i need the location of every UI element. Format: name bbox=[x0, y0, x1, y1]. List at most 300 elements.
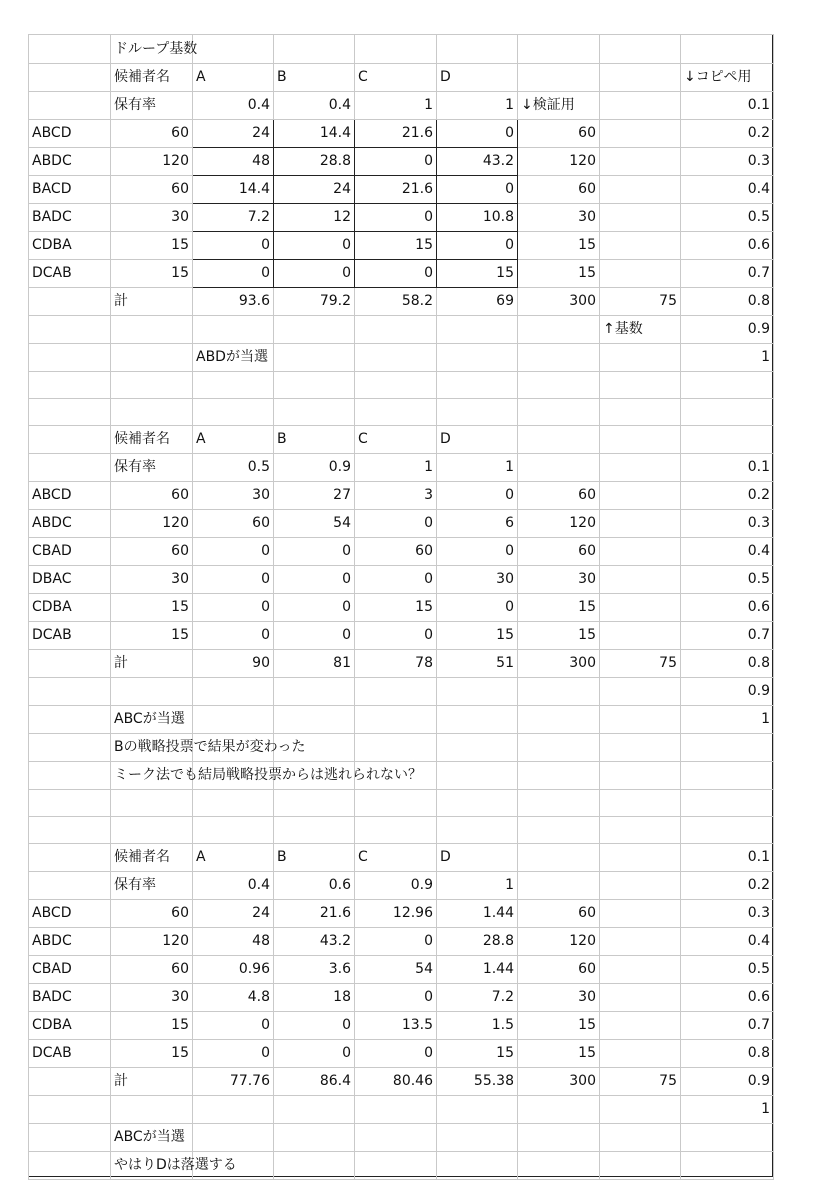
sheet-cell[interactable] bbox=[681, 790, 774, 817]
sheet-cell[interactable] bbox=[355, 1096, 437, 1124]
sheet-cell[interactable]: 0.4 bbox=[193, 92, 274, 120]
sheet-cell[interactable] bbox=[274, 817, 355, 844]
sheet-cell[interactable]: 1 bbox=[437, 92, 518, 120]
sheet-cell[interactable]: 15 bbox=[111, 260, 193, 288]
sheet-cell[interactable] bbox=[193, 35, 274, 64]
sheet-cell[interactable]: 0.2 bbox=[681, 482, 774, 510]
sheet-cell[interactable]: 1.44 bbox=[437, 900, 518, 928]
sheet-cell[interactable]: 候補者名 bbox=[111, 64, 193, 92]
sheet-cell[interactable] bbox=[600, 984, 681, 1012]
sheet-cell[interactable]: 0.7 bbox=[681, 1012, 774, 1040]
sheet-cell[interactable] bbox=[29, 844, 111, 872]
sheet-cell[interactable]: 0 bbox=[355, 928, 437, 956]
sheet-cell[interactable]: 0.3 bbox=[681, 510, 774, 538]
sheet-cell[interactable]: 54 bbox=[274, 510, 355, 538]
sheet-cell[interactable] bbox=[29, 316, 111, 344]
sheet-cell[interactable] bbox=[193, 706, 274, 734]
sheet-cell[interactable]: 0.6 bbox=[681, 984, 774, 1012]
sheet-cell[interactable]: 6 bbox=[437, 510, 518, 538]
sheet-cell[interactable] bbox=[600, 790, 681, 817]
sheet-cell[interactable] bbox=[355, 734, 437, 762]
sheet-cell[interactable]: 60 bbox=[518, 482, 600, 510]
sheet-cell[interactable]: 12 bbox=[274, 204, 355, 232]
sheet-cell[interactable] bbox=[355, 316, 437, 344]
sheet-cell[interactable]: 30 bbox=[437, 566, 518, 594]
sheet-cell[interactable]: 120 bbox=[111, 928, 193, 956]
sheet-cell[interactable] bbox=[29, 64, 111, 92]
sheet-cell[interactable] bbox=[600, 176, 681, 204]
sheet-cell[interactable] bbox=[518, 426, 600, 454]
sheet-cell[interactable]: 79.2 bbox=[274, 288, 355, 316]
sheet-cell[interactable] bbox=[681, 399, 774, 426]
sheet-cell[interactable]: BADC bbox=[29, 204, 111, 232]
sheet-cell[interactable]: DCAB bbox=[29, 622, 111, 650]
sheet-cell[interactable] bbox=[29, 454, 111, 482]
sheet-cell[interactable]: ABDC bbox=[29, 510, 111, 538]
sheet-cell[interactable] bbox=[274, 399, 355, 426]
sheet-cell[interactable]: 候補者名 bbox=[111, 426, 193, 454]
sheet-cell[interactable] bbox=[600, 928, 681, 956]
sheet-cell[interactable]: 3.6 bbox=[274, 956, 355, 984]
sheet-cell[interactable]: 60 bbox=[518, 176, 600, 204]
sheet-cell[interactable] bbox=[681, 426, 774, 454]
sheet-cell[interactable] bbox=[274, 1124, 355, 1152]
sheet-cell[interactable]: 69 bbox=[437, 288, 518, 316]
sheet-cell[interactable]: 120 bbox=[111, 510, 193, 538]
sheet-cell[interactable] bbox=[355, 344, 437, 372]
sheet-cell[interactable]: 0 bbox=[437, 176, 518, 204]
sheet-cell[interactable] bbox=[600, 482, 681, 510]
sheet-cell[interactable]: 保有率 bbox=[111, 872, 193, 900]
sheet-cell[interactable] bbox=[518, 316, 600, 344]
sheet-cell[interactable]: 93.6 bbox=[193, 288, 274, 316]
sheet-cell[interactable] bbox=[29, 426, 111, 454]
sheet-cell[interactable]: 60 bbox=[518, 900, 600, 928]
sheet-cell[interactable]: 0.5 bbox=[193, 454, 274, 482]
sheet-cell[interactable]: 保有率 bbox=[111, 92, 193, 120]
sheet-cell[interactable]: 15 bbox=[437, 260, 518, 288]
sheet-cell[interactable] bbox=[437, 706, 518, 734]
sheet-cell[interactable] bbox=[600, 956, 681, 984]
sheet-cell[interactable]: 60 bbox=[518, 538, 600, 566]
sheet-cell[interactable] bbox=[29, 790, 111, 817]
sheet-cell[interactable]: 0 bbox=[437, 594, 518, 622]
sheet-cell[interactable]: 48 bbox=[193, 148, 274, 176]
sheet-cell[interactable]: D bbox=[437, 844, 518, 872]
sheet-cell[interactable] bbox=[518, 399, 600, 426]
sheet-cell[interactable]: 30 bbox=[111, 984, 193, 1012]
sheet-cell[interactable] bbox=[29, 92, 111, 120]
sheet-cell[interactable] bbox=[355, 35, 437, 64]
sheet-cell[interactable] bbox=[518, 817, 600, 844]
sheet-cell[interactable] bbox=[355, 372, 437, 399]
sheet-cell[interactable]: 0 bbox=[355, 260, 437, 288]
sheet-cell[interactable]: 0 bbox=[355, 622, 437, 650]
sheet-cell[interactable]: 0 bbox=[437, 232, 518, 260]
sheet-cell[interactable] bbox=[600, 872, 681, 900]
sheet-cell[interactable]: 15 bbox=[518, 1040, 600, 1068]
sheet-cell[interactable]: 0.5 bbox=[681, 566, 774, 594]
sheet-cell[interactable] bbox=[29, 706, 111, 734]
sheet-cell[interactable] bbox=[437, 1124, 518, 1152]
sheet-cell[interactable] bbox=[111, 817, 193, 844]
sheet-cell[interactable]: 0 bbox=[355, 510, 437, 538]
sheet-cell[interactable] bbox=[274, 790, 355, 817]
sheet-cell[interactable] bbox=[518, 790, 600, 817]
sheet-cell[interactable] bbox=[600, 844, 681, 872]
sheet-cell[interactable] bbox=[600, 594, 681, 622]
sheet-cell[interactable] bbox=[681, 817, 774, 844]
sheet-cell[interactable]: 1 bbox=[437, 454, 518, 482]
sheet-cell[interactable]: 81 bbox=[274, 650, 355, 678]
sheet-cell[interactable]: 0.1 bbox=[681, 844, 774, 872]
sheet-cell[interactable] bbox=[600, 232, 681, 260]
sheet-cell[interactable] bbox=[518, 762, 600, 790]
sheet-cell[interactable]: ABCD bbox=[29, 482, 111, 510]
sheet-cell[interactable] bbox=[29, 1152, 111, 1180]
sheet-cell[interactable]: 28.8 bbox=[274, 148, 355, 176]
sheet-cell[interactable] bbox=[437, 817, 518, 844]
sheet-cell[interactable]: 15 bbox=[111, 594, 193, 622]
sheet-cell[interactable]: 4.8 bbox=[193, 984, 274, 1012]
sheet-cell[interactable]: 1.44 bbox=[437, 956, 518, 984]
sheet-cell[interactable] bbox=[681, 734, 774, 762]
sheet-cell[interactable]: 0 bbox=[274, 594, 355, 622]
sheet-cell[interactable]: やはりDは落選する bbox=[111, 1152, 193, 1180]
sheet-cell[interactable] bbox=[518, 678, 600, 706]
sheet-cell[interactable] bbox=[600, 762, 681, 790]
sheet-cell[interactable]: D bbox=[437, 64, 518, 92]
sheet-cell[interactable]: 0.3 bbox=[681, 900, 774, 928]
sheet-cell[interactable]: 0.9 bbox=[681, 316, 774, 344]
sheet-cell[interactable]: 75 bbox=[600, 650, 681, 678]
sheet-cell[interactable]: 0 bbox=[274, 566, 355, 594]
sheet-cell[interactable]: 0.2 bbox=[681, 872, 774, 900]
sheet-cell[interactable]: 0 bbox=[193, 260, 274, 288]
sheet-cell[interactable] bbox=[600, 64, 681, 92]
sheet-cell[interactable]: 0.4 bbox=[274, 92, 355, 120]
sheet-cell[interactable]: 27 bbox=[274, 482, 355, 510]
sheet-cell[interactable] bbox=[518, 1096, 600, 1124]
sheet-cell[interactable] bbox=[193, 790, 274, 817]
sheet-cell[interactable] bbox=[600, 678, 681, 706]
sheet-cell[interactable] bbox=[29, 762, 111, 790]
sheet-cell[interactable] bbox=[518, 35, 600, 64]
sheet-cell[interactable]: 15 bbox=[518, 594, 600, 622]
sheet-cell[interactable]: 15 bbox=[111, 232, 193, 260]
sheet-cell[interactable]: 14.4 bbox=[193, 176, 274, 204]
sheet-cell[interactable]: CDBA bbox=[29, 1012, 111, 1040]
sheet-cell[interactable]: 0 bbox=[355, 984, 437, 1012]
sheet-cell[interactable]: ABCD bbox=[29, 120, 111, 148]
sheet-cell[interactable] bbox=[111, 344, 193, 372]
sheet-cell[interactable]: 1 bbox=[681, 344, 774, 372]
sheet-cell[interactable]: 保有率 bbox=[111, 454, 193, 482]
sheet-cell[interactable]: 60 bbox=[111, 538, 193, 566]
sheet-cell[interactable]: 58.2 bbox=[355, 288, 437, 316]
sheet-cell[interactable] bbox=[29, 344, 111, 372]
sheet-cell[interactable] bbox=[600, 622, 681, 650]
sheet-cell[interactable]: 0 bbox=[437, 120, 518, 148]
sheet-cell[interactable] bbox=[518, 454, 600, 482]
sheet-cell[interactable] bbox=[29, 1124, 111, 1152]
sheet-cell[interactable] bbox=[111, 1096, 193, 1124]
sheet-cell[interactable]: 0.1 bbox=[681, 454, 774, 482]
sheet-cell[interactable]: ↓検証用 bbox=[518, 92, 600, 120]
sheet-cell[interactable]: 0 bbox=[193, 622, 274, 650]
sheet-cell[interactable] bbox=[193, 817, 274, 844]
sheet-cell[interactable]: 0.9 bbox=[274, 454, 355, 482]
sheet-cell[interactable] bbox=[437, 678, 518, 706]
sheet-cell[interactable]: 18 bbox=[274, 984, 355, 1012]
sheet-cell[interactable]: 48 bbox=[193, 928, 274, 956]
sheet-cell[interactable] bbox=[437, 399, 518, 426]
sheet-cell[interactable] bbox=[111, 399, 193, 426]
sheet-cell[interactable] bbox=[518, 872, 600, 900]
sheet-cell[interactable]: 0.9 bbox=[355, 872, 437, 900]
sheet-cell[interactable] bbox=[437, 762, 518, 790]
sheet-cell[interactable]: 0 bbox=[274, 260, 355, 288]
sheet-cell[interactable]: C bbox=[355, 844, 437, 872]
sheet-cell[interactable]: 15 bbox=[111, 1040, 193, 1068]
sheet-cell[interactable] bbox=[111, 316, 193, 344]
sheet-cell[interactable] bbox=[518, 844, 600, 872]
sheet-cell[interactable]: 0 bbox=[355, 566, 437, 594]
sheet-cell[interactable] bbox=[437, 1152, 518, 1180]
sheet-cell[interactable]: 15 bbox=[518, 260, 600, 288]
sheet-cell[interactable] bbox=[29, 399, 111, 426]
sheet-cell[interactable] bbox=[600, 900, 681, 928]
sheet-cell[interactable] bbox=[600, 1096, 681, 1124]
sheet-cell[interactable] bbox=[111, 372, 193, 399]
sheet-cell[interactable]: 1 bbox=[355, 454, 437, 482]
sheet-cell[interactable]: ミーク法でも結局戦略投票からは逃れられない？ bbox=[111, 762, 193, 790]
sheet-cell[interactable]: ABCが当選 bbox=[111, 1124, 193, 1152]
sheet-cell[interactable] bbox=[355, 399, 437, 426]
sheet-cell[interactable]: 計 bbox=[111, 650, 193, 678]
sheet-cell[interactable]: 10.8 bbox=[437, 204, 518, 232]
sheet-cell[interactable]: 0 bbox=[274, 232, 355, 260]
sheet-cell[interactable] bbox=[355, 817, 437, 844]
sheet-cell[interactable] bbox=[600, 120, 681, 148]
sheet-cell[interactable] bbox=[600, 92, 681, 120]
sheet-cell[interactable]: 15 bbox=[355, 232, 437, 260]
sheet-cell[interactable]: 30 bbox=[518, 204, 600, 232]
sheet-cell[interactable] bbox=[274, 35, 355, 64]
sheet-cell[interactable] bbox=[274, 372, 355, 399]
sheet-cell[interactable] bbox=[518, 372, 600, 399]
sheet-cell[interactable]: ABCD bbox=[29, 900, 111, 928]
sheet-cell[interactable] bbox=[437, 1096, 518, 1124]
sheet-cell[interactable]: 0.4 bbox=[681, 538, 774, 566]
sheet-cell[interactable]: 1 bbox=[681, 706, 774, 734]
sheet-cell[interactable]: 51 bbox=[437, 650, 518, 678]
sheet-cell[interactable]: 3 bbox=[355, 482, 437, 510]
sheet-cell[interactable]: 300 bbox=[518, 1068, 600, 1096]
sheet-cell[interactable]: 0 bbox=[193, 1012, 274, 1040]
sheet-cell[interactable] bbox=[274, 678, 355, 706]
sheet-cell[interactable] bbox=[274, 1096, 355, 1124]
sheet-cell[interactable]: BACD bbox=[29, 176, 111, 204]
sheet-cell[interactable] bbox=[29, 872, 111, 900]
sheet-cell[interactable]: 75 bbox=[600, 1068, 681, 1096]
sheet-cell[interactable]: Bの戦略投票で結果が変わった bbox=[111, 734, 193, 762]
sheet-cell[interactable]: 0 bbox=[193, 566, 274, 594]
sheet-cell[interactable] bbox=[29, 288, 111, 316]
sheet-cell[interactable]: 77.76 bbox=[193, 1068, 274, 1096]
sheet-cell[interactable]: 15 bbox=[355, 594, 437, 622]
sheet-cell[interactable] bbox=[681, 762, 774, 790]
sheet-cell[interactable]: 13.5 bbox=[355, 1012, 437, 1040]
sheet-cell[interactable]: 75 bbox=[600, 288, 681, 316]
sheet-cell[interactable] bbox=[274, 316, 355, 344]
sheet-cell[interactable]: 14.4 bbox=[274, 120, 355, 148]
sheet-cell[interactable] bbox=[600, 817, 681, 844]
sheet-cell[interactable]: B bbox=[274, 426, 355, 454]
sheet-cell[interactable] bbox=[29, 1068, 111, 1096]
sheet-cell[interactable] bbox=[193, 399, 274, 426]
sheet-cell[interactable] bbox=[274, 344, 355, 372]
sheet-cell[interactable]: 1 bbox=[681, 1096, 774, 1124]
sheet-cell[interactable]: 0.4 bbox=[681, 928, 774, 956]
sheet-cell[interactable] bbox=[29, 678, 111, 706]
sheet-cell[interactable]: 30 bbox=[193, 482, 274, 510]
sheet-cell[interactable]: 30 bbox=[111, 204, 193, 232]
sheet-cell[interactable]: 80.46 bbox=[355, 1068, 437, 1096]
sheet-cell[interactable]: 15 bbox=[437, 1040, 518, 1068]
sheet-cell[interactable]: 0.2 bbox=[681, 120, 774, 148]
sheet-cell[interactable]: 0.6 bbox=[274, 872, 355, 900]
sheet-cell[interactable] bbox=[29, 650, 111, 678]
sheet-cell[interactable]: 60 bbox=[111, 956, 193, 984]
sheet-cell[interactable]: 1.5 bbox=[437, 1012, 518, 1040]
sheet-cell[interactable]: 120 bbox=[518, 148, 600, 176]
sheet-cell[interactable]: C bbox=[355, 64, 437, 92]
sheet-cell[interactable] bbox=[437, 790, 518, 817]
sheet-cell[interactable] bbox=[681, 1124, 774, 1152]
sheet-cell[interactable]: 0 bbox=[193, 594, 274, 622]
sheet-cell[interactable]: 0.96 bbox=[193, 956, 274, 984]
sheet-cell[interactable]: 90 bbox=[193, 650, 274, 678]
sheet-cell[interactable]: 120 bbox=[111, 148, 193, 176]
sheet-cell[interactable] bbox=[518, 1152, 600, 1180]
sheet-cell[interactable]: 0 bbox=[355, 148, 437, 176]
sheet-cell[interactable] bbox=[29, 1096, 111, 1124]
sheet-cell[interactable]: 0.5 bbox=[681, 204, 774, 232]
sheet-cell[interactable]: DBAC bbox=[29, 566, 111, 594]
sheet-cell[interactable]: 0.7 bbox=[681, 622, 774, 650]
sheet-cell[interactable] bbox=[600, 706, 681, 734]
sheet-cell[interactable]: 60 bbox=[111, 482, 193, 510]
sheet-cell[interactable] bbox=[681, 1152, 774, 1180]
sheet-cell[interactable] bbox=[437, 372, 518, 399]
sheet-cell[interactable]: 0.7 bbox=[681, 260, 774, 288]
sheet-cell[interactable]: 15 bbox=[437, 622, 518, 650]
sheet-cell[interactable]: 28.8 bbox=[437, 928, 518, 956]
sheet-cell[interactable]: 0 bbox=[355, 204, 437, 232]
sheet-cell[interactable] bbox=[355, 1152, 437, 1180]
sheet-cell[interactable] bbox=[518, 706, 600, 734]
sheet-cell[interactable]: ドループ基数 bbox=[111, 35, 193, 64]
sheet-cell[interactable]: 0 bbox=[274, 1040, 355, 1068]
sheet-cell[interactable] bbox=[600, 148, 681, 176]
sheet-cell[interactable]: 60 bbox=[193, 510, 274, 538]
sheet-cell[interactable] bbox=[437, 35, 518, 64]
sheet-cell[interactable]: 7.2 bbox=[193, 204, 274, 232]
sheet-cell[interactable]: 54 bbox=[355, 956, 437, 984]
sheet-cell[interactable]: CDBA bbox=[29, 594, 111, 622]
sheet-cell[interactable]: B bbox=[274, 844, 355, 872]
sheet-cell[interactable] bbox=[193, 372, 274, 399]
sheet-cell[interactable] bbox=[600, 204, 681, 232]
sheet-cell[interactable]: A bbox=[193, 64, 274, 92]
sheet-cell[interactable]: 7.2 bbox=[437, 984, 518, 1012]
sheet-cell[interactable] bbox=[355, 1124, 437, 1152]
sheet-cell[interactable]: 60 bbox=[111, 176, 193, 204]
sheet-cell[interactable]: 60 bbox=[355, 538, 437, 566]
sheet-cell[interactable] bbox=[600, 734, 681, 762]
sheet-cell[interactable]: 24 bbox=[193, 120, 274, 148]
sheet-cell[interactable]: 300 bbox=[518, 288, 600, 316]
sheet-cell[interactable] bbox=[600, 510, 681, 538]
sheet-cell[interactable] bbox=[600, 566, 681, 594]
sheet-cell[interactable]: A bbox=[193, 426, 274, 454]
sheet-cell[interactable]: 0 bbox=[274, 622, 355, 650]
sheet-cell[interactable]: 計 bbox=[111, 1068, 193, 1096]
sheet-cell[interactable]: 24 bbox=[193, 900, 274, 928]
sheet-cell[interactable]: 86.4 bbox=[274, 1068, 355, 1096]
sheet-cell[interactable]: 60 bbox=[518, 956, 600, 984]
sheet-cell[interactable]: D bbox=[437, 426, 518, 454]
sheet-cell[interactable]: 0.8 bbox=[681, 650, 774, 678]
sheet-cell[interactable]: 0.6 bbox=[681, 594, 774, 622]
sheet-cell[interactable] bbox=[600, 372, 681, 399]
sheet-cell[interactable]: ABCが当選 bbox=[111, 706, 193, 734]
sheet-cell[interactable] bbox=[274, 1152, 355, 1180]
sheet-cell[interactable] bbox=[29, 817, 111, 844]
sheet-cell[interactable] bbox=[29, 734, 111, 762]
sheet-cell[interactable]: 21.6 bbox=[355, 120, 437, 148]
sheet-cell[interactable]: ↑基数 bbox=[600, 316, 681, 344]
sheet-cell[interactable]: 60 bbox=[111, 120, 193, 148]
sheet-cell[interactable]: 24 bbox=[274, 176, 355, 204]
sheet-cell[interactable]: 0 bbox=[274, 538, 355, 566]
sheet-cell[interactable]: C bbox=[355, 426, 437, 454]
sheet-cell[interactable] bbox=[518, 734, 600, 762]
sheet-cell[interactable] bbox=[274, 706, 355, 734]
sheet-cell[interactable] bbox=[437, 344, 518, 372]
sheet-cell[interactable] bbox=[518, 64, 600, 92]
sheet-cell[interactable]: 0.9 bbox=[681, 1068, 774, 1096]
sheet-cell[interactable]: CDBA bbox=[29, 232, 111, 260]
sheet-cell[interactable]: 12.96 bbox=[355, 900, 437, 928]
sheet-cell[interactable]: ABDが当選 bbox=[193, 344, 274, 372]
sheet-cell[interactable] bbox=[193, 1124, 274, 1152]
sheet-cell[interactable]: 300 bbox=[518, 650, 600, 678]
sheet-cell[interactable]: 0 bbox=[274, 1012, 355, 1040]
sheet-cell[interactable]: 30 bbox=[518, 984, 600, 1012]
sheet-cell[interactable]: 60 bbox=[518, 120, 600, 148]
sheet-cell[interactable] bbox=[355, 790, 437, 817]
sheet-cell[interactable]: 0 bbox=[355, 1040, 437, 1068]
sheet-cell[interactable] bbox=[518, 344, 600, 372]
sheet-cell[interactable]: ↓コピペ用 bbox=[681, 64, 774, 92]
sheet-cell[interactable] bbox=[29, 35, 111, 64]
sheet-cell[interactable] bbox=[111, 790, 193, 817]
sheet-cell[interactable]: B bbox=[274, 64, 355, 92]
sheet-cell[interactable] bbox=[600, 1040, 681, 1068]
sheet-cell[interactable]: 15 bbox=[518, 622, 600, 650]
